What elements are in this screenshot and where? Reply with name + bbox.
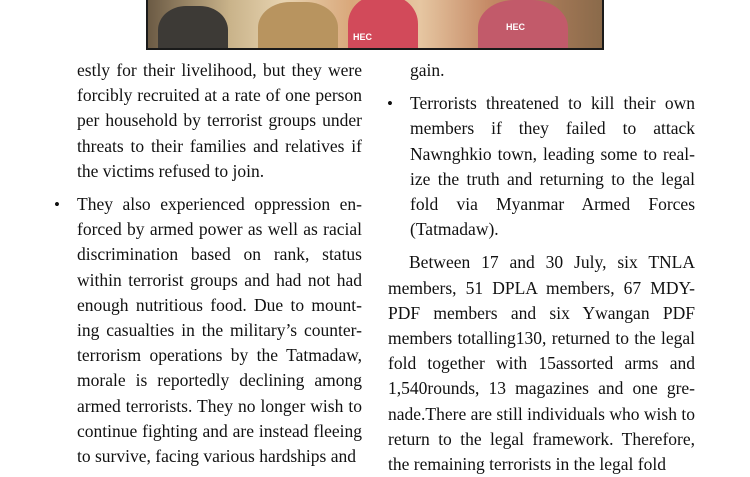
photo-figure	[258, 2, 338, 50]
bullet-item-threats	[387, 91, 695, 242]
photo-badge-right: HEC	[506, 22, 526, 32]
right-column	[388, 58, 695, 477]
returnees-paragraph: Between 17 and 30 July, six TNLA members, 51 DPLA members, 67 MDY-PDF members and six Ywangan PDF members totalling130, returned to the legal fold together with 15assorted arms and 1,540rounds, 13 magazines and one grenade.There are still individuals who wish to return to the legal framework. Therefore, the remaining terrorists in the legal fold	[388, 252, 695, 475]
photo-figure	[348, 0, 418, 50]
bullet-text: They also experienced oppression enforced by armed power as well as racial discrimination based on rank, status within terrorist groups and had not had enough nutritious food. Due to mounting casualties in the military’s counter-terrorism operations by the Tatmadaw, morale is reportedly declining among armed terrorists. They no longer wish to continue fighting and are instead fleeing to survive, facing various hardships and	[77, 194, 362, 467]
continued-paragraph: estly for their livelihood, but they were forcibly recruited at a rate of one person per household by terrorist groups under threats to their families and relatives if the victims refused to join.	[77, 60, 362, 181]
bullet-item-oppression	[54, 192, 362, 469]
bullet-dot: •	[387, 94, 393, 114]
photo-badge-left: HEC	[353, 32, 373, 42]
news-photo	[146, 0, 604, 50]
photo-figure	[158, 6, 228, 50]
bullet-dot: •	[54, 195, 60, 215]
bullet-text: Terrorists threatened to kill their own members if they failed to attack Nawnghkio town, leading some to realize the truth and returning to the legal fold via Myanmar Armed Forces (Tatmadaw).	[410, 93, 695, 240]
continued-bullet-text: gain.	[410, 60, 445, 80]
left-column	[54, 58, 362, 469]
